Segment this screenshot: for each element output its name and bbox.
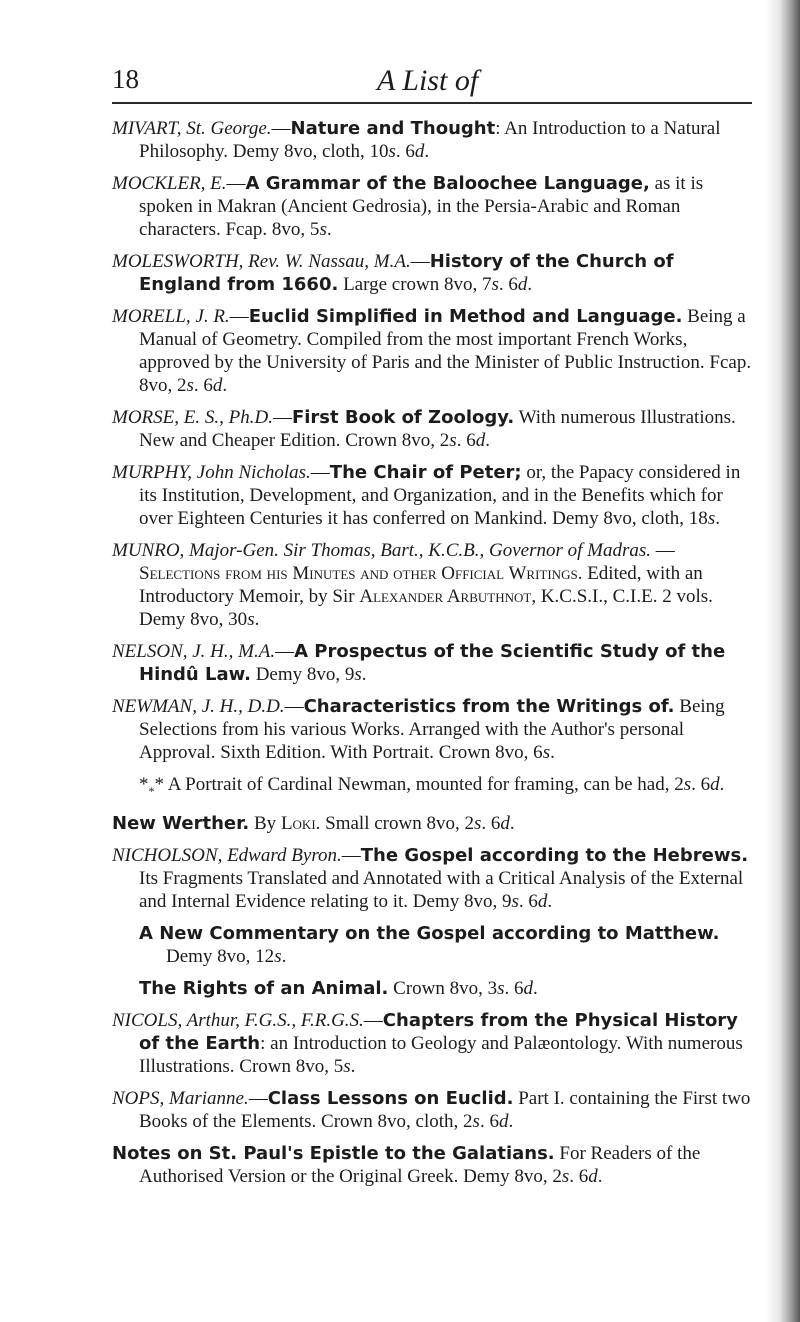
entry-text: Alexander Arbuthnot bbox=[359, 586, 532, 607]
catalogue-entry bbox=[112, 117, 752, 163]
entry-title: A New Commentary on the Gospel according to Matthew. bbox=[139, 922, 720, 944]
catalogue-entry bbox=[139, 977, 752, 1000]
entry-text: d bbox=[498, 1110, 509, 1132]
entry-text: . bbox=[508, 1110, 514, 1132]
entry-text: — bbox=[284, 696, 304, 717]
entry-title: Notes on St. Paul's Epistle to the Galatians. bbox=[112, 1142, 555, 1164]
entry-text: s bbox=[388, 141, 396, 162]
entry-text: Being a Manual of Geometry. Compiled from the most important French Works, approved by the University of Paris and the Minister of Public Instruction. Fcap. 8vo, 2 bbox=[139, 306, 752, 396]
entry-text: or, the Papacy considered in its Institution, Development, and Organization, and in the Benefits which for over Eighteen Centuries it has conferred on Mankind. Demy 8vo, cloth, 18 bbox=[139, 462, 741, 529]
entry-text: . 6 bbox=[691, 774, 711, 795]
entry-text: d bbox=[537, 890, 548, 912]
entry-text: — bbox=[310, 462, 330, 483]
entry-title: A Prospectus of the Scientific Study of the Hindû Law. bbox=[139, 641, 726, 685]
entry-text: s bbox=[511, 890, 519, 912]
entry-text: . 6 bbox=[498, 274, 518, 295]
entry-text: Demy 8vo, 12 bbox=[166, 945, 275, 967]
entry-text: — bbox=[275, 641, 295, 662]
catalogue-entry bbox=[112, 1142, 752, 1188]
entry-text: s bbox=[542, 742, 551, 763]
entry-text: . bbox=[550, 742, 555, 763]
page-header bbox=[112, 64, 752, 104]
entry-text: . 6 bbox=[395, 141, 415, 162]
entry-text: Crown 8vo, 3 bbox=[388, 977, 498, 999]
entry-text: For Readers of the Authorised Version or the Original Greek. Demy 8vo, 2 bbox=[139, 1142, 701, 1187]
entry-title: First Book of Zoology. bbox=[291, 407, 515, 428]
entry-text: . bbox=[597, 1165, 603, 1187]
entry-text: s bbox=[247, 609, 255, 630]
entry-title: New Werther. bbox=[112, 812, 250, 834]
entry-text: s bbox=[319, 219, 327, 240]
entry-text: s bbox=[472, 1110, 480, 1132]
entry-text: : An Introduction to a Natural Philosophy. Demy 8vo, cloth, 10 bbox=[139, 118, 721, 162]
catalogue-entry bbox=[112, 305, 752, 397]
catalogue-entry bbox=[112, 539, 752, 631]
entry-text: With numerous Illustrations. New and Cheaper Edition. Crown 8vo, 2 bbox=[139, 407, 736, 451]
entry-text: d bbox=[588, 1165, 598, 1187]
header-rule bbox=[112, 102, 752, 104]
entry-text: d bbox=[475, 430, 486, 451]
entry-text: : an Introduction to Geology and Palæontology. With numerous Illustrations. Crown 8vo, 5 bbox=[139, 1032, 743, 1077]
entry-text: . bbox=[527, 274, 533, 295]
entry-text: . bbox=[547, 890, 553, 912]
entry-text: s bbox=[449, 430, 457, 451]
catalogue-entry bbox=[112, 250, 752, 296]
entry-author: MOCKLER, E. bbox=[112, 173, 227, 194]
entry-text: . bbox=[485, 430, 490, 451]
catalogue-entry bbox=[112, 844, 752, 913]
entry-text: . 6 bbox=[479, 1110, 499, 1132]
entry-text: . bbox=[350, 1055, 356, 1077]
entry-text: . bbox=[254, 609, 260, 630]
entry-author: MOLESWORTH, Rev. W. Nassau, M.A. bbox=[112, 251, 411, 272]
entry-title: Nature and Thought bbox=[290, 118, 496, 139]
catalogue-entry bbox=[112, 695, 752, 764]
entry-text: . bbox=[424, 141, 430, 162]
catalogue-entry bbox=[112, 1009, 752, 1078]
asterism-icon: $*_**$ bbox=[139, 774, 168, 798]
entry-text: s bbox=[186, 375, 194, 396]
entry-text: Being Selections from his various Works. Arranged with the Author's personal Approval. Sixth Edition. With Portrait. Crown 8vo, 6 bbox=[139, 696, 725, 763]
entry-text: s bbox=[561, 1165, 570, 1187]
entry-text: . bbox=[509, 812, 515, 834]
catalogue-entry bbox=[112, 172, 752, 241]
entry-title: The Chair of Peter; bbox=[329, 462, 522, 483]
entry-text: — bbox=[651, 540, 675, 561]
entry-author: MORELL, J. R. bbox=[112, 306, 230, 327]
entry-title: The Gospel according to the Hebrews. bbox=[360, 844, 749, 866]
page-number: 18 bbox=[112, 64, 139, 94]
entry-text: d bbox=[414, 141, 425, 162]
entry-text: A Portrait of Cardinal Newman, mounted for framing, can be had, 2 bbox=[167, 774, 684, 795]
entry-author: MORSE, E. S., Ph.D. bbox=[112, 407, 273, 428]
entry-text: . bbox=[715, 508, 720, 529]
entry-text: s bbox=[707, 508, 716, 529]
entry-text: . bbox=[326, 219, 332, 240]
entry-text: Selections from his Minutes and other Official Writings bbox=[139, 563, 578, 584]
entry-text: , K.C.S.I., C.I.E. 2 vols. Demy 8vo, 30 bbox=[139, 586, 713, 630]
entry-text: s bbox=[491, 274, 499, 295]
entry-text: Demy 8vo, 9 bbox=[250, 664, 355, 685]
entry-text: . bbox=[533, 977, 538, 999]
entry-title: History of the Church of England from 1660. bbox=[139, 251, 674, 295]
entry-author: NICHOLSON, Edward Byron. bbox=[112, 844, 342, 866]
running-title: A List of bbox=[377, 64, 479, 97]
entry-text: . Edited, with an Introductory Memoir, by Sir bbox=[139, 563, 703, 607]
entry-text: d bbox=[517, 274, 528, 295]
entry-text: — bbox=[363, 1009, 383, 1031]
entry-title: A Grammar of the Baloochee Language, bbox=[245, 173, 650, 194]
entry-text: . 6 bbox=[569, 1165, 589, 1187]
entry-text: d bbox=[500, 812, 510, 834]
entry-text: s bbox=[683, 774, 692, 795]
entry-text: . Small crown 8vo, 2 bbox=[315, 812, 474, 834]
entry-text: d bbox=[523, 977, 534, 999]
entry-text: — bbox=[271, 118, 291, 139]
entry-text: Large crown 8vo, 7 bbox=[338, 274, 492, 295]
catalogue-entry bbox=[112, 461, 752, 530]
entry-text: — bbox=[229, 306, 249, 327]
entry-text: Its Fragments Translated and Annotated with a Critical Analysis of the External and Internal Evidence relating to it. Demy 8vo, 9 bbox=[139, 867, 744, 912]
catalogue-entry bbox=[112, 406, 752, 452]
page-edge-shadow bbox=[766, 0, 800, 1322]
entry-author: NICOLS, Arthur, F.G.S., F.R.G.S. bbox=[112, 1009, 364, 1031]
entry-text: as it is spoken in Makran (Ancient Gedrosia), in the Persia-Arabic and Roman characters. Fcap. 8vo, 5 bbox=[139, 173, 704, 240]
catalogue-entry bbox=[112, 640, 752, 686]
entry-text: s bbox=[343, 1055, 351, 1077]
entry-text: Loki bbox=[280, 812, 316, 834]
catalogue-entry bbox=[112, 812, 752, 835]
entry-text: . 6 bbox=[456, 430, 476, 451]
entry-author: MURPHY, John Nicholas. bbox=[112, 462, 311, 483]
entry-text: Part I. containing the First two Books of the Elements. Crown 8vo, cloth, 2 bbox=[139, 1087, 751, 1132]
entry-text: d bbox=[212, 375, 223, 396]
entry-text: . bbox=[719, 774, 725, 795]
entry-author: MIVART, St. George. bbox=[112, 118, 272, 139]
catalogue-entry bbox=[112, 1087, 752, 1133]
entry-text: . 6 bbox=[504, 977, 524, 999]
entry-text: . bbox=[281, 945, 287, 967]
entry-text: — bbox=[410, 251, 430, 272]
entry-author: NEWMAN, J. H., D.D. bbox=[112, 696, 285, 717]
entry-author: NELSON, J. H., M.A. bbox=[112, 641, 276, 662]
entry-text: — bbox=[226, 173, 246, 194]
entry-text: s bbox=[497, 977, 505, 999]
entry-text: — bbox=[341, 844, 361, 866]
entry-title: Class Lessons on Euclid. bbox=[267, 1087, 514, 1109]
entry-text: — bbox=[248, 1087, 268, 1109]
entry-text: s bbox=[354, 664, 362, 685]
entry-text: . 6 bbox=[481, 812, 501, 834]
entry-title: Characteristics from the Writings of. bbox=[303, 696, 675, 717]
entry-text: — bbox=[272, 407, 292, 428]
entry-text: s bbox=[274, 945, 282, 967]
entry-title: The Rights of an Animal. bbox=[139, 977, 389, 999]
entry-text: . bbox=[222, 375, 228, 396]
entry-title: Chapters from the Physical History of the Earth bbox=[139, 1009, 738, 1054]
catalogue-entry bbox=[139, 773, 752, 803]
entry-text: s bbox=[473, 812, 482, 834]
entry-title: Euclid Simplified in Method and Language. bbox=[248, 306, 683, 327]
entry-author: NOPS, Marianne. bbox=[112, 1087, 249, 1109]
entry-author: MUNRO, Major-Gen. Sir Thomas, Bart., K.C.B., Governor of Madras. bbox=[112, 540, 652, 561]
entry-text: . 6 bbox=[193, 375, 213, 396]
entry-text: d bbox=[710, 774, 720, 795]
entry-text: . bbox=[361, 664, 367, 685]
catalogue-entries bbox=[112, 117, 752, 1197]
entry-text: By bbox=[249, 812, 281, 834]
catalogue-entry bbox=[139, 922, 752, 968]
entry-text: . 6 bbox=[518, 890, 538, 912]
